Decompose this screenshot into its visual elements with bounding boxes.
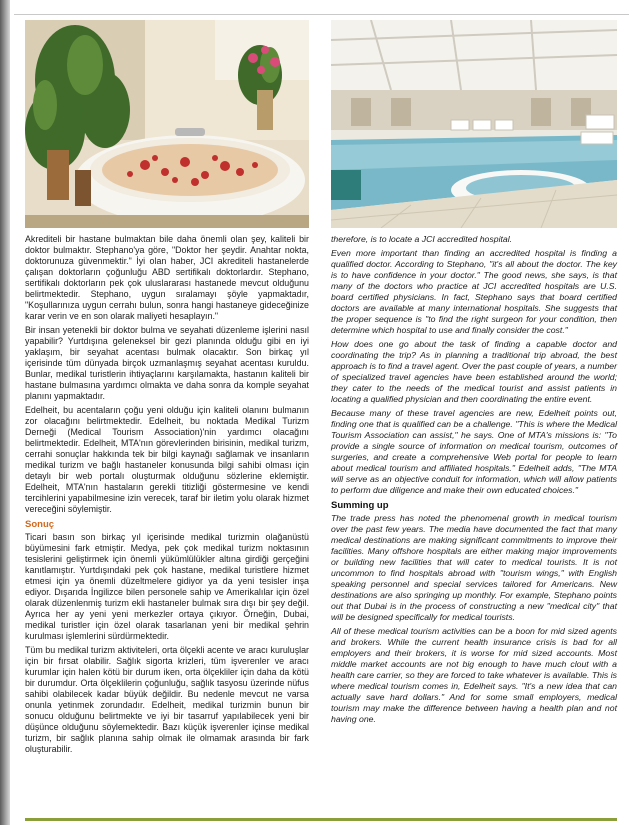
- left-section-heading: Sonuç: [25, 519, 55, 530]
- right-paragraph: Even more important than finding an accredited hospital is finding a qualified doctor. According to Stephano, "it's all about the doctor. The key is to have confidence in your doctor." The good news, she says, is that many of the doctors who practice at JCI accredited hospitals are U.S. board certified physicians. In fact, Stephano says that board certified doctors are available at many international hospitals. She suggests that the proper sequence is "to find the right surgeon for your condition, then determine which hospital to use and finally consider the cost.": [331, 248, 617, 335]
- right-paragraph: Because many of these travel agencies are new, Edelheit points out, finding one that is qualified can be a challenge. "This is where the Medical Tourism Association can assist," he says. One of MTA's missions is: "To provide a single source of information on medical tourism, outcomes of surgeries, and create a comprehensive Web portal for people to learn about medical tourism and affiliated hospitals." Edelheit adds, "The MTA will serve as an objective conduit for information, which will allow patients to perform due diligence and make their own educated choices.": [331, 408, 617, 495]
- left-column: [25, 20, 309, 758]
- spa-bath-photo: [25, 20, 309, 228]
- right-paragraph: therefore, is to locate a JCI accredited hospital.: [331, 234, 513, 244]
- left-body-text: [25, 234, 309, 755]
- footer-rule: [25, 818, 617, 821]
- right-section-heading: Summing up: [331, 500, 389, 511]
- right-paragraph: The trade press has noted the phenomenal growth in medical tourism over the past few years. The media have documented the fact that many medical destinations are making significant commitments to improve their facilities. Many offshore hospitals are either making major improvements or building new facilities that will cater to medical tourists. It is not uncommon to find hospitals abroad with "tourism wings," with English speaking personnel and special services tailored for Americans. New destinations are also springing up monthly. For example, Stephano points out that Dubai is in the process of constructing a new "medical city" that will be designed specifically for medical tourists.: [331, 513, 617, 622]
- right-body-text: [331, 234, 617, 725]
- left-paragraph: Bir insan yetenekli bir doktor bulma ve seyahati düzenleme işlerini nasıl yapabilir? Yurtdışına geleneksel bir gezi planında olduğu gibi en iyi yaklaşım, bir seyahat acentası bulmak olacaktır. Son birkaç yıl içerisinde tüm dünyada birçok uzmanlaşmış seyahat acentası kuruldu. Bunlar, medikal turistlerin ihtiyaçlarını karşılamakta, hastanın kaliteli bir hastane bulmasına yardımcı olmakta ve daha sonra da komple seyahat planını yapmaktadır.: [25, 325, 309, 401]
- page-edge-shadow: [0, 0, 10, 825]
- left-paragraph: Ticari basın son birkaç yıl içerisinde medikal turizmin olağanüstü büyümesini fark etmiştir. Medya, pek çok medikal turizm noktasının tesislerini geliştirmek için önemli yükümlülükler altına girdiği gerçeğini kanıtlamıştır. Yurtdışındaki pek çok hastane, medikal turistlere hizmet etmesi için ya önemli düzeltmelere gidiyor ya da yeni tesisler inşa ediyor. Dışarıda İngilizce bilen personele sahip ve Amerikalılar için özel olarak düzenlenmiş turizm ekli hastaneler bulmak sıra dışı bir şey değil. Ayrıca her ay yeni yeni merkezler ortaya çıkıyor. Örneğin, Dubai, medikal turistler için özel olarak tasarlanan yeni bir medikal şehrin kurulması işlemlerini sürdürmektedir.: [25, 532, 309, 641]
- right-paragraph: All of these medical tourism activities can be a boon for mid sized agents and brokers. While the current health insurance crisis is bad for all employers and their brokers, it is worse for mid sized accounts. Most middle market accounts are not big enough to have much clout with a health care carrier, so they are forced to take whatever is available. This is where medical tourism comes in, Edelheit says. "It's a new idea that can actually save hard dollars." And for some small employers, medical tourism may make the difference between having a health plan and not having one.: [331, 626, 617, 724]
- right-paragraph: How does one go about the task of finding a capable doctor and coordinating the trip? As in planning a traditional trip abroad, the best approach is to find a travel agent. Over the past couple of years, a number of specialized travel agencies have been established around the world; they cater to the needs of the medical tourist and assist patients in locating a qualified physician and then coordinating the entire event.: [331, 339, 617, 404]
- left-paragraph: Tüm bu medikal turizm aktiviteleri, orta ölçekli acente ve aracı kuruluşlar için bir fırsat olabilir. Sağlık sigorta krizleri, tüm işverenler ve aracı kurumlar için halen kötü bir durum iken, orta ölçekliler için daha da kötü bir durumdur. Orta ölçeklilerin çoğunluğu, sağlık tasyosu üzerinde nüfus sahibi olabilecek kadar büyük değildir. Bu nedenle mevcut ne varsa onunla yetinmek zorundadır. Edelheit, medikal turizmin bunun bir sonucu olduğunu belirtmekte ve iyi bir tasarruf yapılabilecek yeni bir düşünce olduğunu söylemektedir. Bazı küçük işverenler içinse medikal turizm, bir sağlık planına sahip olmak ile olmamak arasında bir fark oluşturabilir.: [25, 645, 309, 754]
- right-column: [331, 20, 617, 728]
- indoor-pool-photo: [331, 20, 617, 228]
- left-paragraph: Edelheit, bu acentaların çoğu yeni olduğu için kaliteli olanını bulmanın zor olacağını belirtmektedir. Edelheit, bu noktada Medikal Turizm Derneği (Medical Tourism Association)'nin yardımcı olacağını belirtmektedir. Edelheit, MTA'nın görevlerinden birisinin, medikal turizm, cerrahi sonuçlar hakkında tek bir bilgi kaynağı sağlamak ve insanların medikal turizm ve bağlı hastaneler konusunda bilgi sahibi olması için detaylı bir web portalı oluşturmak olduğunu sözlerine eklemiştir. Edelheit, MTA'nın hastaların gerekli titizliği göstermesine ve kendi tercihlerini yapabilmesine izin verecek, taraf bir iletim yolu olarak hizmet vereceğini söylemiştir.: [25, 405, 309, 514]
- left-paragraph: Akrediteli bir hastane bulmaktan bile daha önemli olan şey, kaliteli bir doktor bulmaktır. Stephano'ya göre, "Doktor her şeydir. Anahtar nokta, doktorunuza güvenmektir." İyi olan haber, JCI akrediteli hastanelerde çalışan doktorların çoğunluğu ABD sertifikalı doktorlardır. Stephano, sertifikalı doktorların pek çok uluslararası hastanede mevcut olduğunu belirtmektedir. Stephano, uygun sıralamayı şöyle yapmaktadır, "Koşullarınıza uygun cerrahı bulun, sonra hangi hastaneye gideceğinize karar verin ve en son olarak maliyeti hesaplayın.": [25, 234, 309, 321]
